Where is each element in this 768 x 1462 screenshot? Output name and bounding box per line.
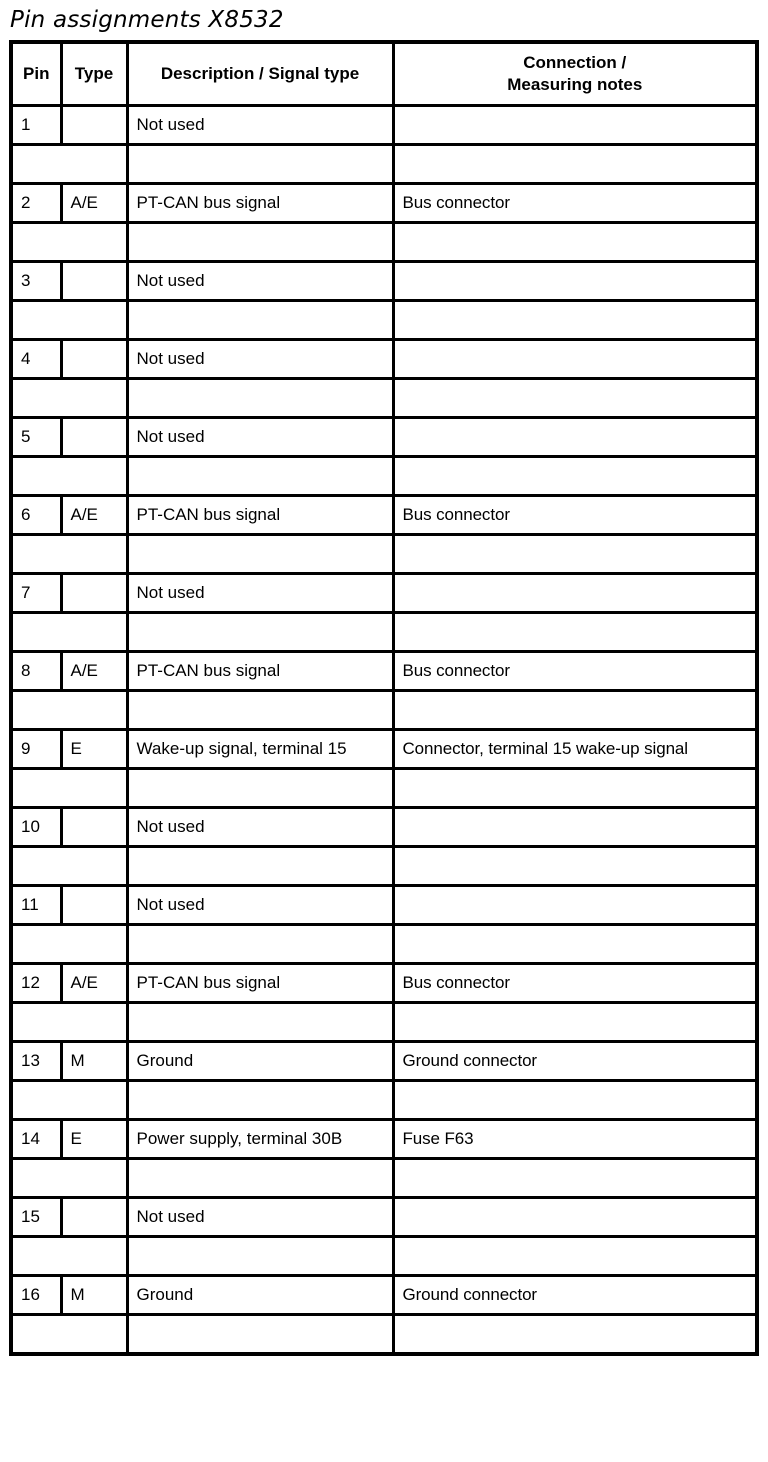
spacer-cell-notes — [393, 1003, 757, 1042]
spacer-row — [11, 1237, 757, 1276]
spacer-cell-description — [127, 457, 393, 496]
spacer-cell-pin-type — [11, 847, 127, 886]
notes-cell — [393, 418, 757, 457]
type-cell: M — [61, 1042, 127, 1081]
notes-cell: Bus connector — [393, 964, 757, 1003]
table-row — [11, 652, 757, 691]
header-pin: Pin — [11, 42, 61, 106]
spacer-cell-pin-type — [11, 1159, 127, 1198]
spacer-cell-pin-type — [11, 379, 127, 418]
spacer-cell-description — [127, 535, 393, 574]
spacer-row — [11, 1159, 757, 1198]
spacer-row — [11, 847, 757, 886]
description-cell: Not used — [127, 340, 393, 379]
description-cell: Not used — [127, 418, 393, 457]
spacer-cell-notes — [393, 457, 757, 496]
spacer-row — [11, 301, 757, 340]
notes-cell: Bus connector — [393, 496, 757, 535]
pin-cell: 6 — [11, 496, 61, 535]
spacer-cell-pin-type — [11, 1315, 127, 1355]
notes-cell: Ground connector — [393, 1042, 757, 1081]
spacer-cell-notes — [393, 769, 757, 808]
spacer-cell-notes — [393, 1237, 757, 1276]
spacer-row — [11, 691, 757, 730]
spacer-cell-notes — [393, 613, 757, 652]
spacer-cell-notes — [393, 535, 757, 574]
description-cell: Not used — [127, 886, 393, 925]
spacer-row — [11, 1315, 757, 1355]
pin-assignment-table — [9, 40, 759, 1356]
type-cell — [61, 886, 127, 925]
spacer-row — [11, 613, 757, 652]
type-cell: M — [61, 1276, 127, 1315]
spacer-cell-description — [127, 1003, 393, 1042]
spacer-cell-notes — [393, 1081, 757, 1120]
spacer-cell-pin-type — [11, 1003, 127, 1042]
type-cell: A/E — [61, 184, 127, 223]
spacer-cell-notes — [393, 847, 757, 886]
pin-cell: 14 — [11, 1120, 61, 1159]
header-type: Type — [61, 42, 127, 106]
description-cell: PT-CAN bus signal — [127, 652, 393, 691]
table-row — [11, 1198, 757, 1237]
spacer-cell-description — [127, 1081, 393, 1120]
spacer-cell-pin-type — [11, 301, 127, 340]
header-description: Description / Signal type — [127, 42, 393, 106]
pin-cell: 11 — [11, 886, 61, 925]
description-cell: Power supply, terminal 30B — [127, 1120, 393, 1159]
notes-cell — [393, 886, 757, 925]
notes-cell: Connector, terminal 15 wake-up signal — [393, 730, 757, 769]
table-row — [11, 808, 757, 847]
spacer-cell-description — [127, 1159, 393, 1198]
table-row — [11, 340, 757, 379]
spacer-cell-description — [127, 145, 393, 184]
spacer-cell-pin-type — [11, 145, 127, 184]
notes-cell — [393, 262, 757, 301]
pin-cell: 12 — [11, 964, 61, 1003]
pin-cell: 9 — [11, 730, 61, 769]
table-row — [11, 496, 757, 535]
description-cell: PT-CAN bus signal — [127, 964, 393, 1003]
spacer-cell-description — [127, 613, 393, 652]
description-cell: Not used — [127, 262, 393, 301]
type-cell — [61, 340, 127, 379]
spacer-row — [11, 1081, 757, 1120]
pin-cell: 7 — [11, 574, 61, 613]
spacer-row — [11, 379, 757, 418]
spacer-cell-pin-type — [11, 1081, 127, 1120]
pin-cell: 13 — [11, 1042, 61, 1081]
pin-cell: 8 — [11, 652, 61, 691]
spacer-cell-notes — [393, 379, 757, 418]
table-row — [11, 574, 757, 613]
spacer-cell-description — [127, 301, 393, 340]
page-title: Pin assignments X8532 — [10, 7, 284, 33]
spacer-cell-description — [127, 769, 393, 808]
table-row — [11, 1042, 757, 1081]
spacer-cell-pin-type — [11, 925, 127, 964]
spacer-row — [11, 457, 757, 496]
spacer-row — [11, 1003, 757, 1042]
table-header-row — [11, 42, 757, 106]
description-cell: Not used — [127, 574, 393, 613]
notes-cell — [393, 1198, 757, 1237]
pin-cell: 15 — [11, 1198, 61, 1237]
type-cell — [61, 106, 127, 145]
pin-cell: 2 — [11, 184, 61, 223]
table-body — [11, 106, 757, 1355]
pin-cell: 16 — [11, 1276, 61, 1315]
spacer-cell-description — [127, 379, 393, 418]
pin-cell: 1 — [11, 106, 61, 145]
spacer-cell-description — [127, 1315, 393, 1355]
spacer-cell-pin-type — [11, 535, 127, 574]
type-cell: A/E — [61, 964, 127, 1003]
spacer-cell-pin-type — [11, 769, 127, 808]
spacer-row — [11, 769, 757, 808]
pin-cell: 5 — [11, 418, 61, 457]
spacer-cell-description — [127, 925, 393, 964]
spacer-cell-notes — [393, 1315, 757, 1355]
spacer-cell-notes — [393, 223, 757, 262]
description-cell: Ground — [127, 1042, 393, 1081]
spacer-row — [11, 223, 757, 262]
pin-cell: 3 — [11, 262, 61, 301]
notes-cell: Bus connector — [393, 184, 757, 223]
pin-cell: 10 — [11, 808, 61, 847]
type-cell: E — [61, 1120, 127, 1159]
description-cell: PT-CAN bus signal — [127, 184, 393, 223]
pin-cell: 4 — [11, 340, 61, 379]
description-cell: Not used — [127, 1198, 393, 1237]
type-cell — [61, 574, 127, 613]
header-notes — [393, 42, 757, 106]
spacer-cell-pin-type — [11, 613, 127, 652]
table-row — [11, 262, 757, 301]
spacer-cell-pin-type — [11, 223, 127, 262]
table-row — [11, 964, 757, 1003]
description-cell: Not used — [127, 808, 393, 847]
table-row — [11, 886, 757, 925]
table-row — [11, 1276, 757, 1315]
description-cell: Ground — [127, 1276, 393, 1315]
type-cell: E — [61, 730, 127, 769]
description-cell: Not used — [127, 106, 393, 145]
spacer-cell-notes — [393, 1159, 757, 1198]
notes-cell — [393, 808, 757, 847]
spacer-cell-description — [127, 691, 393, 730]
spacer-cell-notes — [393, 925, 757, 964]
type-cell — [61, 808, 127, 847]
spacer-cell-description — [127, 1237, 393, 1276]
table-row — [11, 1120, 757, 1159]
notes-cell — [393, 340, 757, 379]
spacer-cell-notes — [393, 691, 757, 730]
type-cell — [61, 262, 127, 301]
notes-cell: Ground connector — [393, 1276, 757, 1315]
spacer-cell-description — [127, 847, 393, 886]
spacer-cell-description — [127, 223, 393, 262]
table-row — [11, 184, 757, 223]
description-cell: Wake-up signal, terminal 15 — [127, 730, 393, 769]
spacer-row — [11, 535, 757, 574]
type-cell — [61, 418, 127, 457]
notes-cell: Fuse F63 — [393, 1120, 757, 1159]
type-cell: A/E — [61, 652, 127, 691]
notes-cell — [393, 106, 757, 145]
notes-cell — [393, 574, 757, 613]
spacer-cell-pin-type — [11, 691, 127, 730]
description-cell: PT-CAN bus signal — [127, 496, 393, 535]
spacer-cell-pin-type — [11, 457, 127, 496]
table-row — [11, 106, 757, 145]
spacer-cell-notes — [393, 301, 757, 340]
spacer-row — [11, 145, 757, 184]
spacer-cell-pin-type — [11, 1237, 127, 1276]
type-cell — [61, 1198, 127, 1237]
table-row — [11, 418, 757, 457]
spacer-row — [11, 925, 757, 964]
header-notes-line2: Measuring notes — [507, 75, 643, 94]
spacer-cell-notes — [393, 145, 757, 184]
notes-cell: Bus connector — [393, 652, 757, 691]
type-cell: A/E — [61, 496, 127, 535]
header-notes-line1: Connection / — [523, 53, 627, 72]
table-row — [11, 730, 757, 769]
